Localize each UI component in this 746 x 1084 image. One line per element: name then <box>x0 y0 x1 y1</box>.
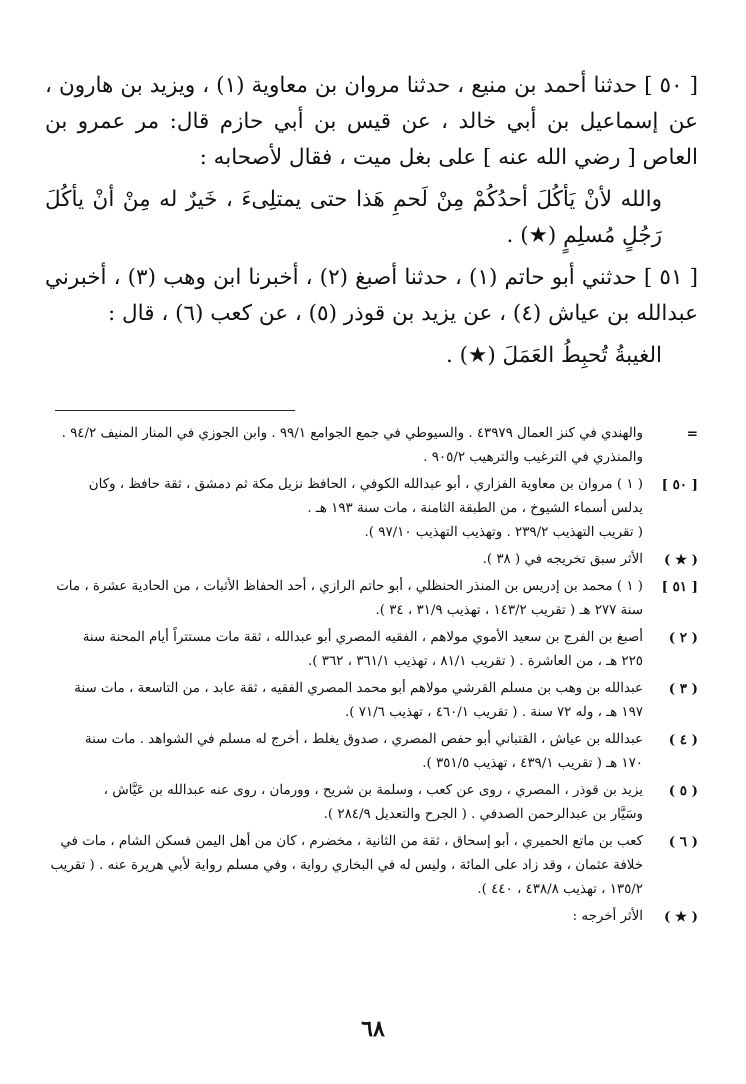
footnote <box>45 473 698 545</box>
footnote-line: ٢٢٥ هـ ، من العاشرة . ( تقريب ٨١/١ ، تهذيب ٣٦١/١ ، ٣٦٢ ). <box>308 654 643 669</box>
footnote-body <box>45 473 643 545</box>
footnote-key: [ ٥١ ] <box>661 579 698 595</box>
footnote-body <box>45 728 643 776</box>
footnote-line: والهندي في كنز العمال ٤٣٩٧٩ . والسيوطي في جمع الجوامع ٩٩/١ . وابن الجوزي في المنار المنيف ٩٤/٢ . <box>61 426 643 441</box>
narration-51: [ ٥١ ] حدثني أبو حاتم (١) ، حدثنا أصبغ (٢) ، أخبرنا ابن وهب (٣) ، أخبرني عبدالله بن عياش (٤) ، عن يزيد بن قوذر (٥) ، عن كعب (٦) ، قال : <box>45 265 698 326</box>
footnote-body <box>45 830 643 902</box>
footnote-key: [ ٥٠ ] <box>661 477 698 493</box>
footnote-body <box>45 905 643 929</box>
footnote-line: ١٧٠ هـ ( تقريب ٤٣٩/١ ، تهذيب ٣٥١/٥ ). <box>422 756 643 771</box>
footnote <box>45 548 698 572</box>
footnote-line: الأثر سبق تخريجه في ( ٣٨ ). <box>482 552 643 567</box>
footnote-key: ( ★ ) <box>664 909 698 925</box>
page-number: ٦٨ <box>361 1016 385 1042</box>
footnotes <box>45 422 698 929</box>
footnote-key: ( ٣ ) <box>668 681 698 697</box>
footnote-line: ( تقريب التهذيب ٢٣٩/٢ . وتهذيب التهذيب ٩٧/١٠ ). <box>364 525 643 540</box>
footnote-key: ( ٢ ) <box>668 630 698 646</box>
footnote-line: الأثر أخرجه : <box>572 909 643 924</box>
footnote-line: ١٩٧ هـ ، وله ٧٢ سنة . ( تقريب ٤٦٠/١ ، تهذيب ٧١/٦ ). <box>344 705 643 720</box>
footnote-body <box>45 422 643 470</box>
footnote-line: أصبغ بن الفرج بن سعيد الأموي مولاهم ، الفقيه المصري أبو عبدالله ، ثقة مات مستتراً أيام المحنة سنة <box>82 630 643 645</box>
footnote-line: سنة ٢٧٧ هـ ( تقريب ١٤٣/٢ ، تهذيب ٣١/٩ ، ٣٤ ). <box>375 603 643 618</box>
footnote <box>45 422 698 470</box>
footnote-line: عبدالله بن عياش ، القتباني أبو حفص المصري ، صدوق يغلط ، أخرج له مسلم في الشواهد . مات سنة <box>84 732 643 747</box>
footnote-key: ( ٥ ) <box>668 783 698 799</box>
narration-50: [ ٥٠ ] حدثنا أحمد بن منيع ، حدثنا مروان بن معاوية (١) ، ويزيد بن هارون ، عن إسماعيل بن أبي خالد ، عن قيس بن أبي حازم قال: مر عمرو بن العاص [ رضي الله عنه ] على بغل ميت ، فقال لأصحابه : <box>45 73 698 170</box>
quote-51: الغيبةُ تُحبِطُ العَمَلَ (★) . <box>446 343 662 368</box>
footnote-line: يزيد بن قوذر ، المصري ، روى عن كعب ، وسلمة بن شريح ، وورمان ، روى عنه عبدالله بن عَيَّاش ، <box>103 783 643 798</box>
footnote-body <box>45 779 643 827</box>
footnote-body <box>45 548 643 572</box>
footnote-line: عبدالله بن وهب بن مسلم القرشي مولاهم أبو محمد المصري الفقيه ، ثقة عابد ، من التاسعة ، مات سنة <box>74 681 643 696</box>
footnote-line: ( ١ ) مروان بن معاوية الفزاري ، أبو عبدالله الكوفي ، الحافظ نزيل مكة ثم دمشق ، ثقة حافظ ، وكان <box>88 477 643 492</box>
footnote-key: ( ٤ ) <box>668 732 698 748</box>
footnote <box>45 677 698 725</box>
footnote <box>45 779 698 827</box>
footnote <box>45 626 698 674</box>
footnote-divider <box>55 410 295 411</box>
footnote <box>45 575 698 623</box>
footnote-line: يدلس أسماء الشيوخ ، من الطبقة الثامنة ، مات سنة ١٩٣ هـ . <box>307 501 643 516</box>
footnote-line: خلافة عثمان ، وقد زاد على المائة ، وليس له في البخاري رواية ، وفي مسلم رواية لأبي هريرة عنه . ( تقريب <box>50 858 643 873</box>
footnote-line: وسَيَّار بن عبدالرحمن الصدفي . ( الجرح والتعديل ٢٨٤/٩ ). <box>323 807 643 822</box>
quote-50: والله لأنْ يَأكُلَ أحدُكُمْ مِنْ لَحمِ هَذا حتى يمتلِىءَ ، خَيرٌ له مِنْ أنْ يأكُلَ رَجُلٍ مُسلِمٍ (★) . <box>45 187 662 248</box>
footnote <box>45 728 698 776</box>
footnote-line: والمنذري في الترغيب والترهيب ٩٠٥/٢ . <box>423 450 643 465</box>
footnote-key: ( ★ ) <box>664 552 698 568</box>
footnote <box>45 905 698 929</box>
footnote-body <box>45 677 643 725</box>
footnote-body <box>45 575 643 623</box>
footnote-body <box>45 626 643 674</box>
footnote-line: ١٣٥/٢ ، تهذيب ٤٣٨/٨ ، ٤٤٠ ). <box>477 882 643 897</box>
footnote-line: ( ١ ) محمد بن إدريس بن المنذر الحنظلي ، أبو حاتم الرازي ، أحد الحفاظ الأثبات ، من الحادية عشرة ، مات <box>56 579 643 594</box>
main-text <box>45 68 698 374</box>
footnote-key: ( ٦ ) <box>668 834 698 850</box>
footnote <box>45 830 698 902</box>
footnote-line: كعب بن ماتع الحميري ، أبو إسحاق ، ثقة من الثانية ، مخضرم ، كان من أهل اليمن فسكن الشام ، مات في <box>60 834 643 849</box>
footnote-key: = <box>686 426 698 442</box>
